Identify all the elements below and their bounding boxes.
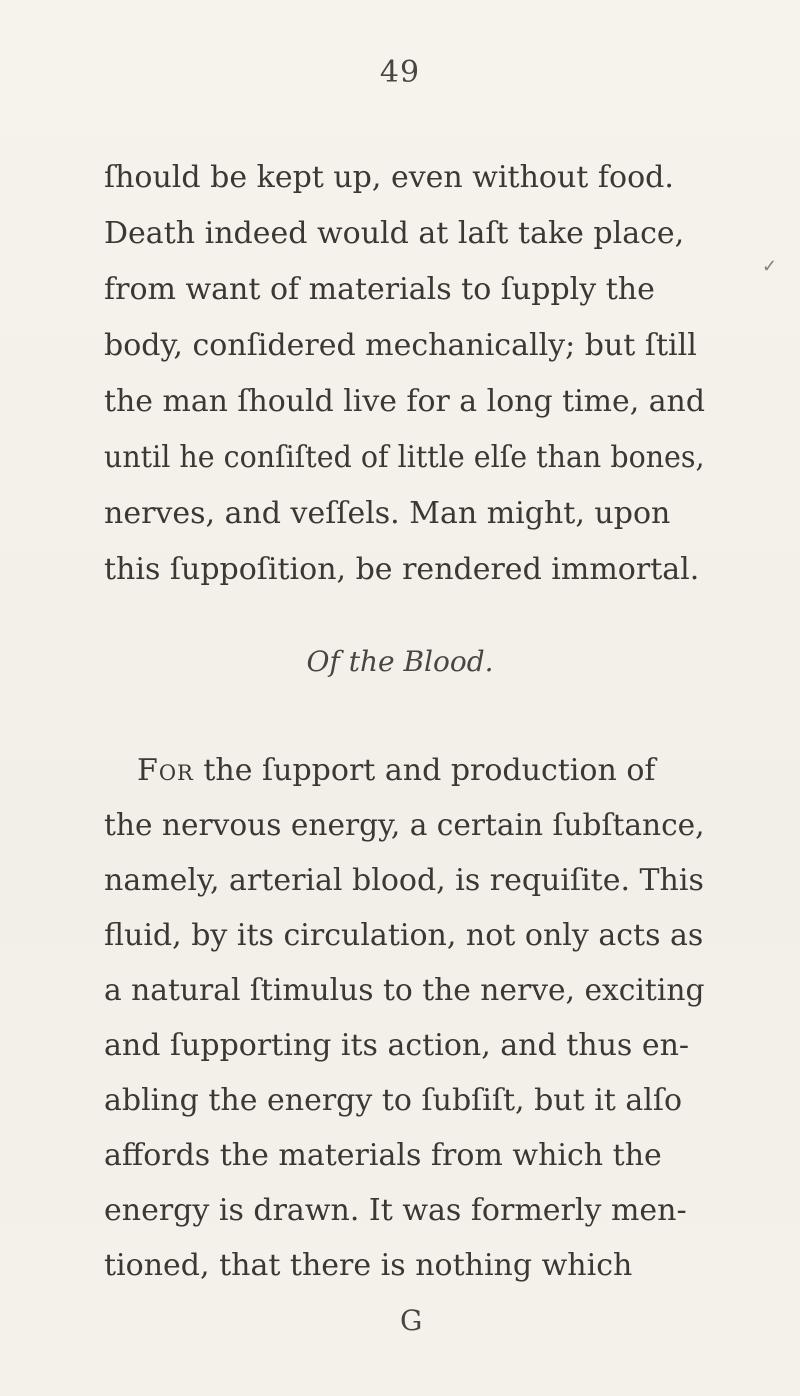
text-line-4: body, conſidered mechanically; but ſtill <box>104 328 697 363</box>
text-line-11: namely, arterial blood, is requiſite. This <box>104 863 704 898</box>
text-line-2: Death indeed would at laſt take place, <box>104 216 685 251</box>
text-line-13: a natural ſtimulus to the nerve, exciting <box>104 973 705 1008</box>
text-line-7: nerves, and veſſels. Man might, upon <box>104 496 671 531</box>
text-line-17: energy is drawn. It was formerly men- <box>104 1193 687 1228</box>
page-number: 49 <box>379 55 421 90</box>
margin-mark: ✓ <box>762 256 778 277</box>
text-line-15: abling the energy to ſubſiſt, but it alſo <box>104 1083 683 1118</box>
text-line-3: from want of materials to ſupply the <box>104 272 655 307</box>
text-line-6: until he conſiſted of little elſe than bones, <box>104 440 705 475</box>
first-line-rest: the ſupport and production of <box>193 753 656 788</box>
first-word: For <box>137 753 194 788</box>
text-line-5: the man ſhould live for a long time, and <box>104 384 705 419</box>
section-heading: Of the Blood. <box>306 645 494 678</box>
text-line-8: this ſuppoſition, be rendered immortal. <box>104 552 700 587</box>
text-line-16: affords the materials from which the <box>104 1138 662 1173</box>
text-line-14: and ſupporting its action, and thus en- <box>104 1028 690 1063</box>
text-line-12: fluid, by its circulation, not only acts as <box>104 918 704 953</box>
text-line-9 <box>137 753 656 789</box>
text-line-10: the nervous energy, a certain ſubſtance, <box>104 808 705 843</box>
text-line-1: ſhould be kept up, even without food. <box>104 160 674 195</box>
signature-mark: G <box>400 1304 423 1337</box>
text-line-18: tioned, that there is nothing which <box>104 1248 633 1283</box>
